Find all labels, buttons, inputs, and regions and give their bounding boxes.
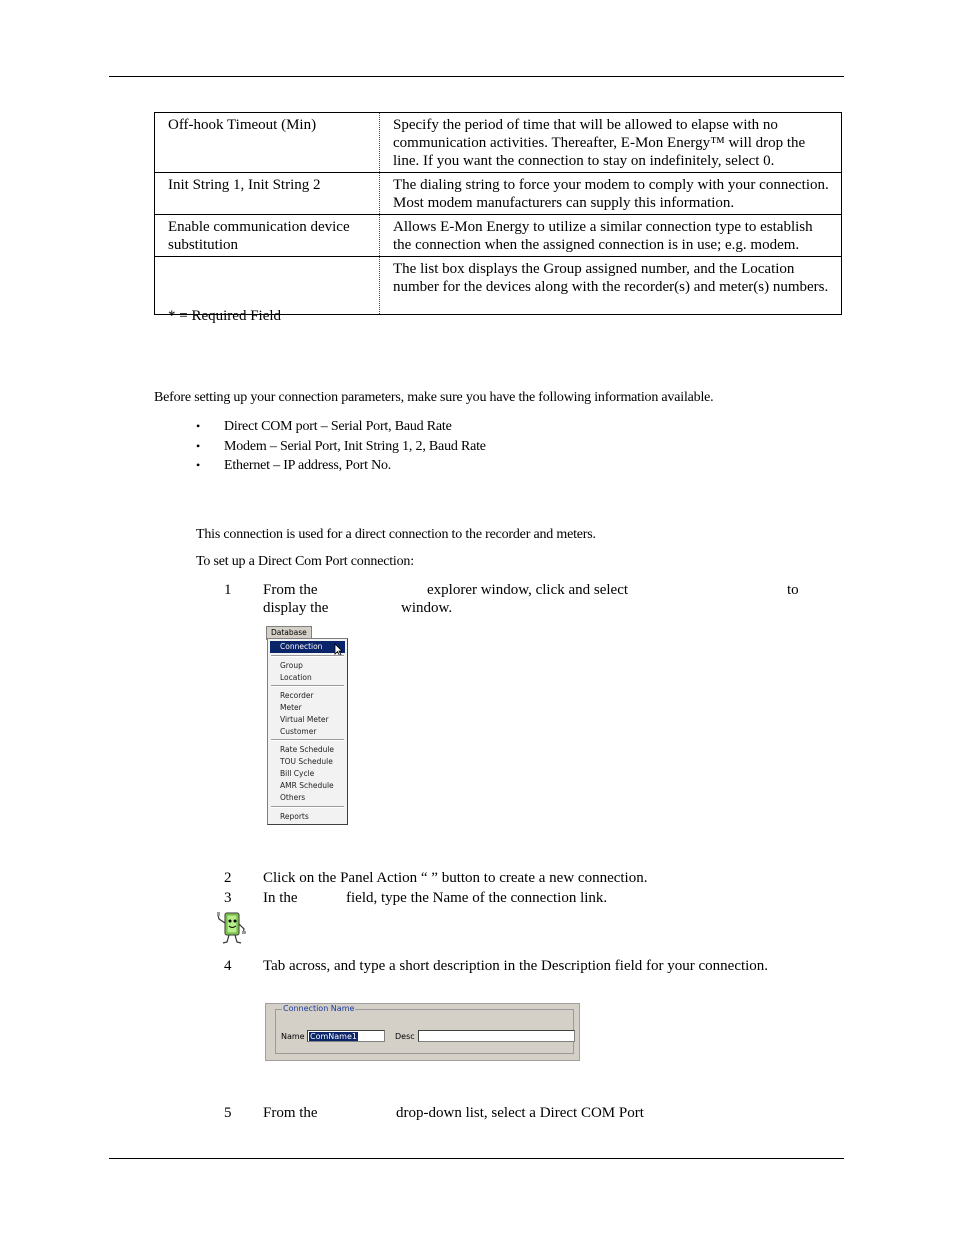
database-menu-screenshot <box>266 626 348 824</box>
field-name: Enable communication device substitution <box>155 215 380 257</box>
footer-rule <box>109 1158 844 1159</box>
field-name: Init String 1, Init String 2 <box>155 173 380 215</box>
list-item: • Ethernet – IP address, Port No. <box>196 456 486 476</box>
connection-name-legend: Connection Name <box>283 1004 355 1013</box>
field-description: Allows E-Mon Energy to utilize a similar connection type to establish the connection when the assigned connection is in use; e.g. modem. <box>380 215 842 257</box>
step-text: field, type the Name of the connection link. <box>346 890 608 906</box>
field-description: Specify the period of time that will be allowed to elapse with no communication activities. Thereafter, E-Mon Energy™ will drop the line. If you want the connection to stay on indefinitely, select 0. <box>380 113 842 173</box>
note-character-icon <box>216 909 248 945</box>
field-name <box>155 257 380 315</box>
step-text: From the <box>263 1105 318 1121</box>
step-4 <box>224 957 844 975</box>
field-description: The dialing string to force your modem to comply with your connection. Most modem manufacturers can supply this information. <box>380 173 842 215</box>
field-description: The list box displays the Group assigned number, and the Location number for the devices along with the recorder(s) and meter(s) numbers. <box>380 257 842 315</box>
required-field-note: * = Required Field <box>168 308 282 324</box>
menu-item-meter[interactable]: Meter <box>280 703 302 712</box>
step-3 <box>224 889 844 907</box>
menu-item-amr-schedule[interactable]: AMR Schedule <box>280 781 334 790</box>
step-text: to <box>787 582 799 598</box>
step-number: 2 <box>224 870 232 886</box>
step-number: 1 <box>224 582 232 598</box>
requirements-list <box>196 417 486 476</box>
menu-item-reports[interactable]: Reports <box>280 812 309 821</box>
header-rule <box>109 76 844 77</box>
menu-item-connection[interactable]: Connection <box>270 641 345 653</box>
step-text: From the <box>263 582 318 598</box>
name-label: Name <box>281 1032 305 1041</box>
table-row <box>155 215 842 257</box>
menu-separator <box>271 685 344 687</box>
menu-separator <box>271 739 344 741</box>
menu-item-others[interactable]: Others <box>280 793 306 802</box>
list-item: • Modem – Serial Port, Init String 1, 2, Baud Rate <box>196 437 486 457</box>
direct-com-description: This connection is used for a direct connection to the recorder and meters. <box>196 527 596 542</box>
step-number: 3 <box>224 890 232 906</box>
database-menu <box>267 638 348 825</box>
step-number: 4 <box>224 958 232 974</box>
menu-item-location[interactable]: Location <box>280 673 312 682</box>
menu-item-rate-schedule[interactable]: Rate Schedule <box>280 745 335 754</box>
desc-label: Desc <box>395 1032 415 1041</box>
name-field-value: ComName1 <box>310 1032 357 1041</box>
menu-item-group[interactable]: Group <box>280 661 303 670</box>
menu-item-tou-schedule[interactable]: TOU Schedule <box>280 757 333 766</box>
step-text: explorer window, click and select <box>427 582 629 598</box>
list-item: • Direct COM port – Serial Port, Baud Rate <box>196 417 486 437</box>
menu-separator <box>271 806 344 808</box>
table-row <box>155 173 842 215</box>
step-text: drop-down list, select a Direct COM Port <box>396 1105 644 1121</box>
step-1 <box>224 581 844 621</box>
intro-paragraph: Before setting up your connection parameters, make sure you have the following information available. <box>154 390 714 405</box>
field-description-table <box>154 112 842 315</box>
menu-item-customer[interactable]: Customer <box>280 727 317 736</box>
step-text: window. <box>401 600 453 616</box>
menu-separator <box>271 655 344 657</box>
name-field[interactable] <box>307 1030 385 1042</box>
connection-name-panel <box>265 1003 580 1061</box>
step-number: 5 <box>224 1105 232 1121</box>
step-text: In the <box>263 890 298 906</box>
menu-item-bill-cycle[interactable]: Bill Cycle <box>280 769 315 778</box>
menu-item-recorder[interactable]: Recorder <box>280 691 314 700</box>
step-text: Click on the Panel Action “ ” button to create a new connection. <box>263 870 648 886</box>
step-2 <box>224 869 844 887</box>
step-text: display the <box>263 600 329 616</box>
menu-item-virtual-meter[interactable]: Virtual Meter <box>280 715 329 724</box>
step-5 <box>224 1104 844 1122</box>
step-text: Tab across, and type a short description in the Description field for your connection. <box>263 958 769 974</box>
table-row <box>155 113 842 173</box>
table-row <box>155 257 842 315</box>
field-name: Off-hook Timeout (Min) <box>155 113 380 173</box>
direct-com-instructions: To set up a Direct Com Port connection: <box>196 554 414 569</box>
menu-bar-database[interactable]: Database <box>266 626 312 640</box>
desc-field[interactable] <box>418 1030 575 1042</box>
